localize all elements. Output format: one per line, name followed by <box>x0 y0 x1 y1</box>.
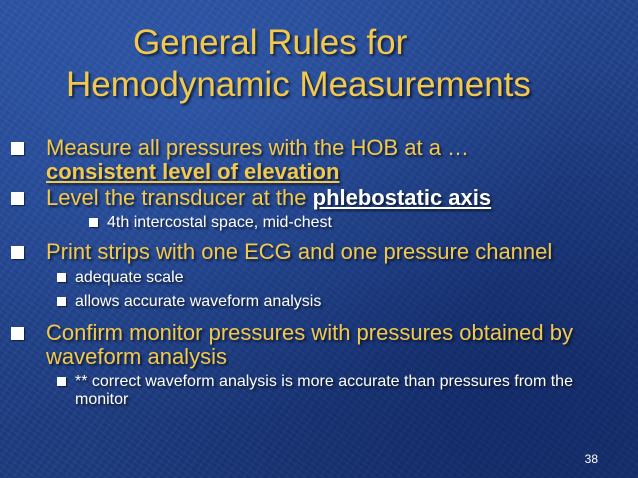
sub-bullet-text: 4th intercostal space, mid-chest <box>107 214 332 231</box>
sub-bullet-item <box>0 293 638 311</box>
bullet-text: Print strips with one ECG and one pressure channel <box>46 239 553 264</box>
title-line-2: Hemodynamic Measurements <box>66 65 531 104</box>
bullet-text: Measure all pressures with the HOB at a … <box>46 135 470 160</box>
sub-bullet-item <box>0 269 638 287</box>
bullet-emphasis: phlebostatic axis <box>312 185 492 210</box>
square-bullet-icon <box>11 246 24 259</box>
square-bullet-icon <box>11 142 24 155</box>
slide-title <box>0 22 638 106</box>
bullet-item-confirm-pressures <box>0 321 638 369</box>
bullet-text: Confirm monitor pressures with pressures obtained by waveform analysis <box>46 320 574 369</box>
slide-number: 38 <box>584 452 598 466</box>
bullet-item-print-strips <box>0 240 638 264</box>
square-bullet-icon <box>57 377 66 386</box>
bullet-list <box>0 136 638 409</box>
sub-bullet-item <box>0 214 638 232</box>
bullet-emphasis: consistent level of elevation <box>46 159 340 184</box>
square-bullet-icon <box>11 192 24 205</box>
square-bullet-icon <box>57 273 66 282</box>
sub-bullet-text: allows accurate waveform analysis <box>75 293 322 310</box>
sub-bullet-item <box>0 373 638 409</box>
bullet-item-level-transducer <box>0 186 638 210</box>
sub-bullet-text: adequate scale <box>75 269 184 286</box>
sub-bullet-text: ** correct waveform analysis is more accurate than pressures from the monitor <box>75 373 573 408</box>
square-bullet-icon <box>11 327 24 340</box>
square-bullet-icon <box>89 218 98 227</box>
bullet-item-measure-pressures <box>0 136 638 184</box>
bullet-text: Level the transducer at the <box>46 185 313 210</box>
square-bullet-icon <box>57 297 66 306</box>
title-line-1: General Rules for <box>133 23 408 62</box>
